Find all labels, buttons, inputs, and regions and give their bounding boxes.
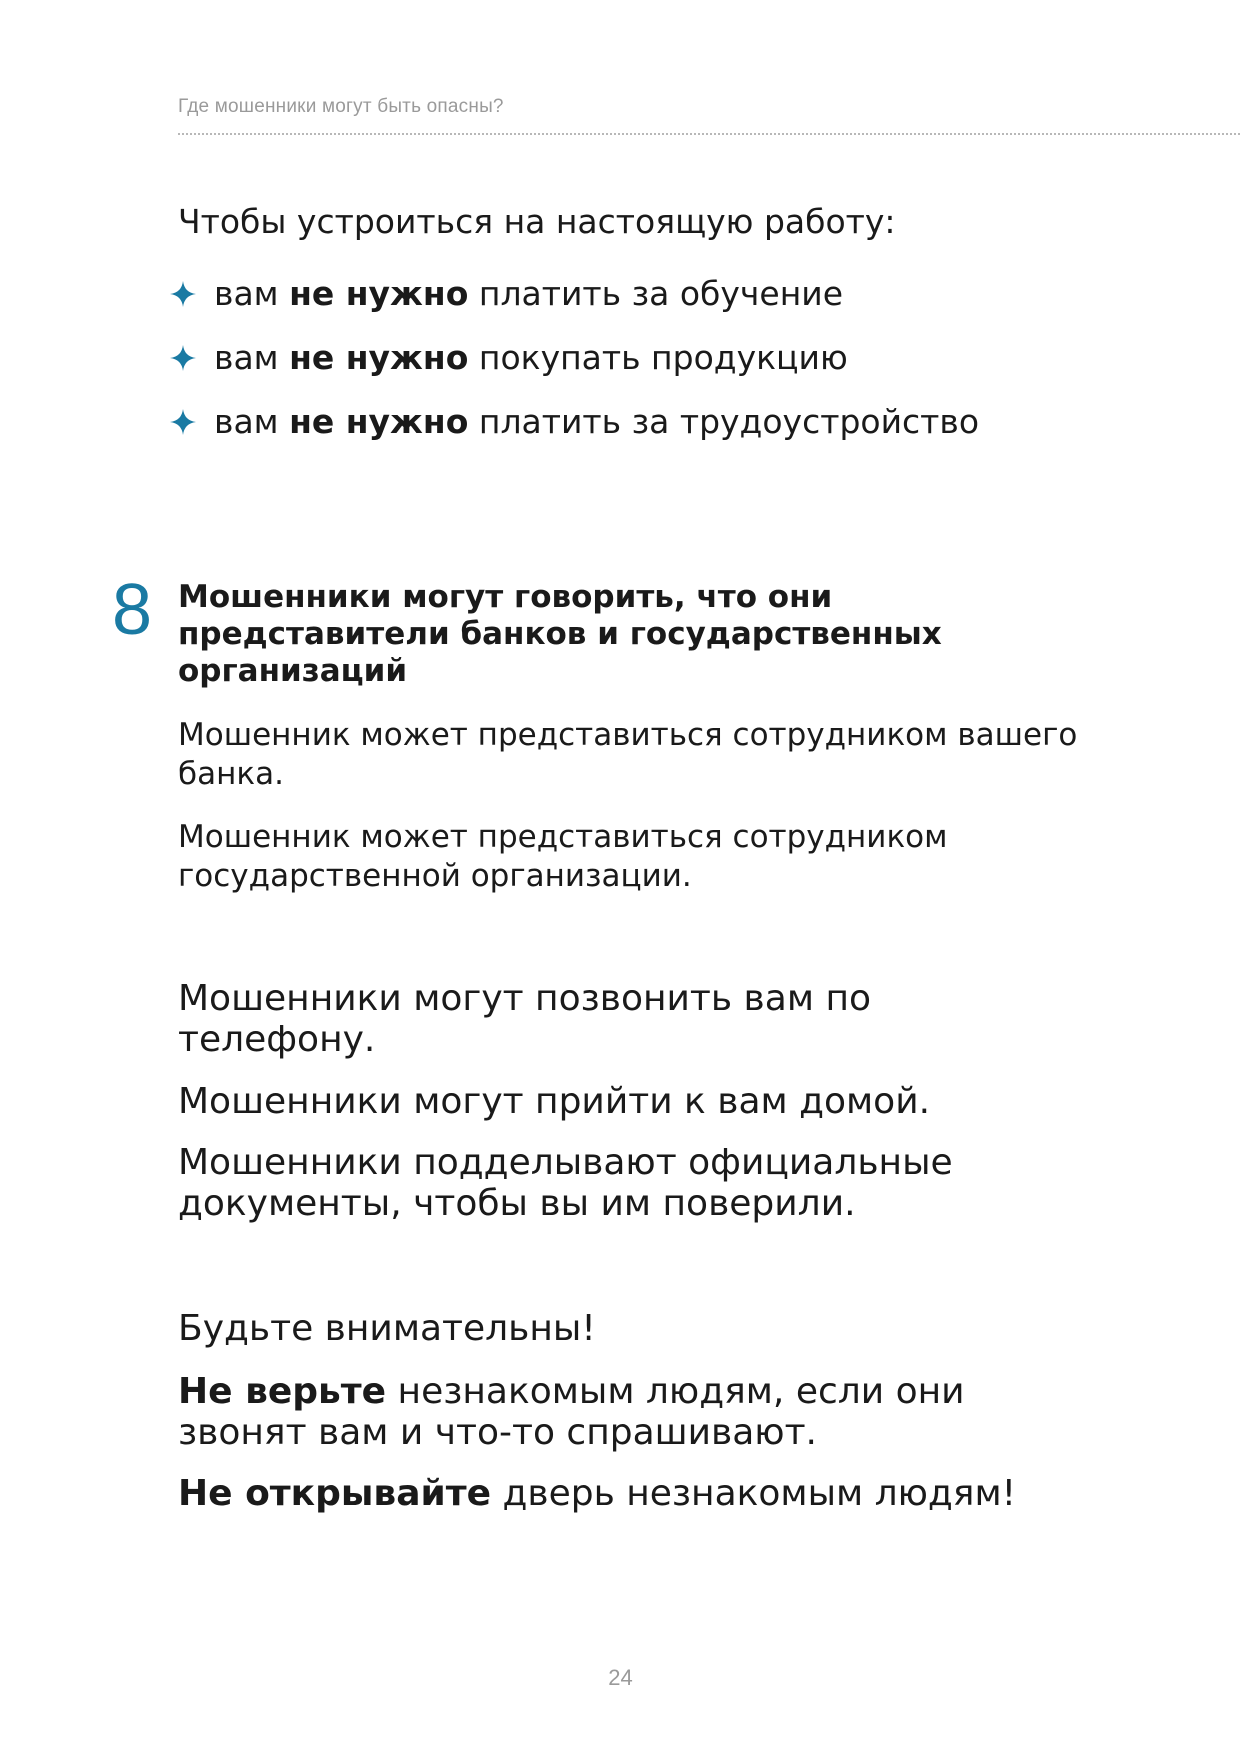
page-header-title: Где мошенники могут быть опасны? xyxy=(178,96,504,117)
section-title: Мошенники могут говорить, что они представители банков и государственных организаций xyxy=(178,579,942,689)
warning-heading: Будьте внимательны! xyxy=(178,1308,596,1349)
section-number: 8 xyxy=(112,570,153,650)
warning-item-bold: Не верьте xyxy=(178,1371,387,1412)
list-item-post: платить за трудоустройство xyxy=(478,402,980,441)
warning-item-bold: Не открывайте xyxy=(178,1473,492,1514)
list-item xyxy=(170,390,979,454)
list-item-pre: вам xyxy=(214,274,279,313)
header-divider xyxy=(178,133,1241,135)
page-number: 24 xyxy=(608,1665,633,1690)
method-text: Мошенники подделывают официальные документы, чтобы вы им поверили. xyxy=(178,1142,953,1224)
intro-text: Чтобы устроиться на настоящую работу: xyxy=(178,202,896,241)
list-item xyxy=(170,262,979,326)
requirements-list xyxy=(170,262,979,454)
method-text: Мошенники могут прийти к вам домой. xyxy=(178,1081,931,1122)
list-item xyxy=(170,326,979,390)
warning-item xyxy=(178,1371,1078,1453)
four-point-star-icon xyxy=(170,409,196,435)
list-item-pre: вам xyxy=(214,402,279,441)
list-item-post: покупать продукцию xyxy=(478,338,848,377)
four-point-star-icon xyxy=(170,281,196,307)
section-paragraph: Мошенник может представиться сотрудником государственной организации. xyxy=(178,819,948,894)
list-item-post: платить за обучение xyxy=(478,274,844,313)
section-paragraph: Мошенник может представиться сотрудником вашего банка. xyxy=(178,717,1078,792)
list-item-bold: не нужно xyxy=(289,402,469,441)
list-item-pre: вам xyxy=(214,338,279,377)
method-text: Мошенники могут позвонить вам по телефону. xyxy=(178,978,871,1060)
list-item-bold: не нужно xyxy=(289,274,469,313)
warning-item-rest: дверь незнакомым людям! xyxy=(491,1473,1017,1514)
warning-item-rest: незнакомым людям, если они звонят вам и что-то спрашивают. xyxy=(178,1371,965,1453)
list-item-bold: не нужно xyxy=(289,338,469,377)
warning-item xyxy=(178,1473,1078,1514)
four-point-star-icon xyxy=(170,345,196,371)
